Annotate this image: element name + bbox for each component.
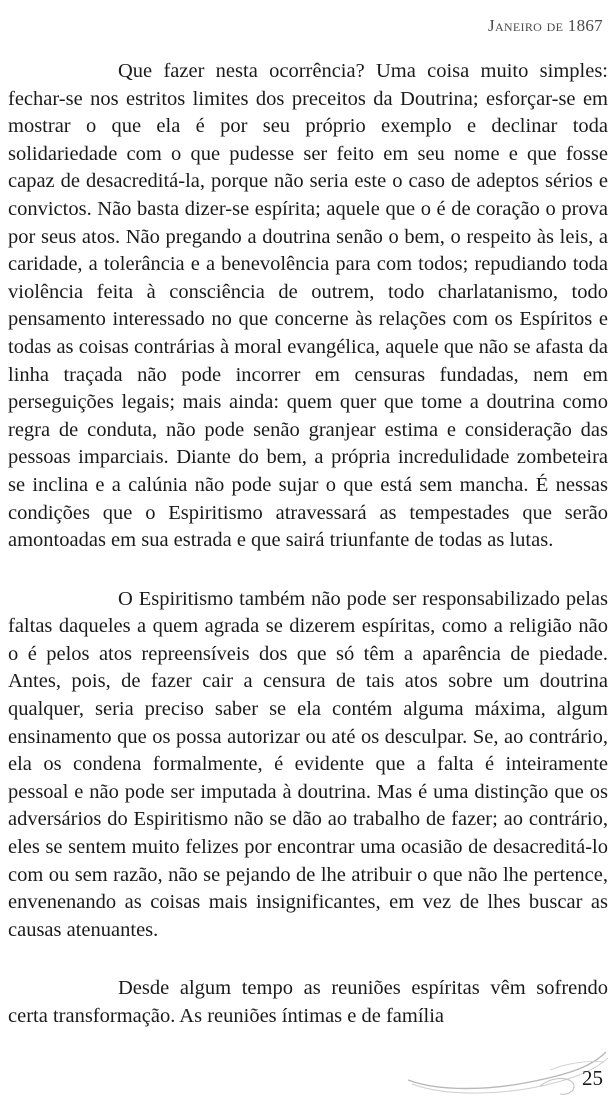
paragraph: Desde algum tempo as reuniões espíritas vêm sofrendo certa transformação. As reuniões íntimas e de família	[8, 977, 608, 1027]
running-head: Janeiro de 1867	[488, 16, 603, 35]
body-text	[8, 58, 608, 1031]
paragraph: Que fazer nesta ocorrência? Uma coisa muito simples: fechar-se nos estritos limites dos preceitos da Doutrina; esforçar-se em mostrar o que ela é por seu próprio exemplo e declinar toda solidariedade com o que pudesse ser feito em seu nome e que fosse capaz de desacreditá-la, porque não seria este o caso de adeptos sérios e convictos. Não basta dizer-se espírita; aquele que o é de coração o prova por seus atos. Não pregando a doutrina senão o bem, o respeito às leis, a caridade, a tolerância e a benevolência para com todos; repudiando toda violência feita à consciência de outrem, todo charlatanismo, todo pensamento interessado no que concerne às relações com os Espíritos e todas as coisas contrárias à moral evangélica, aquele que não se afasta da linha traçada não pode incorrer em censuras fundadas, nem em perseguições legais; mais ainda: quem quer que tome a doutrina como regra de conduta, não pode senão granjear estima e consideração das pessoas imparciais. Diante do bem, a própria incredulidade zombeteira se inclina e a calúnia não pode sujar o que está sem mancha. É nessas condições que o Espiritismo atravessará as tempestades que serão amontoadas em sua estrada e que sairá triunfante de todas as lutas.	[8, 60, 608, 552]
paragraph: O Espiritismo também não pode ser responsabilizado pelas faltas daqueles a quem agrada se dizerem espíritas, como a religião não o é pelos atos repreensíveis dos que só têm a aparência de piedade. Antes, pois, de fazer cair a censura de tais atos sobre um doutrina qualquer, seria preciso saber se ela contém alguma máxima, algum ensinamento que os possa autorizar ou até os desculpar. Se, ao contrário, ela os condena formalmente, é evidente que a falta é inteiramente pessoal e não pode ser imputada à doutrina. Mas é uma distinção que os adversários do Espiritismo não se dão ao trabalho de fazer; ao contrário, eles se sentem muito felizes por encontrar uma ocasião de desacreditá-lo com ou sem razão, não se pejando de lhe atribuir o que não lhe pertence, envenenando as coisas mais insignificantes, em vez de lhes buscar as causas atenuantes.	[8, 587, 608, 941]
swash-ornament-icon	[400, 1040, 611, 1105]
page-number: 25	[582, 1066, 603, 1090]
